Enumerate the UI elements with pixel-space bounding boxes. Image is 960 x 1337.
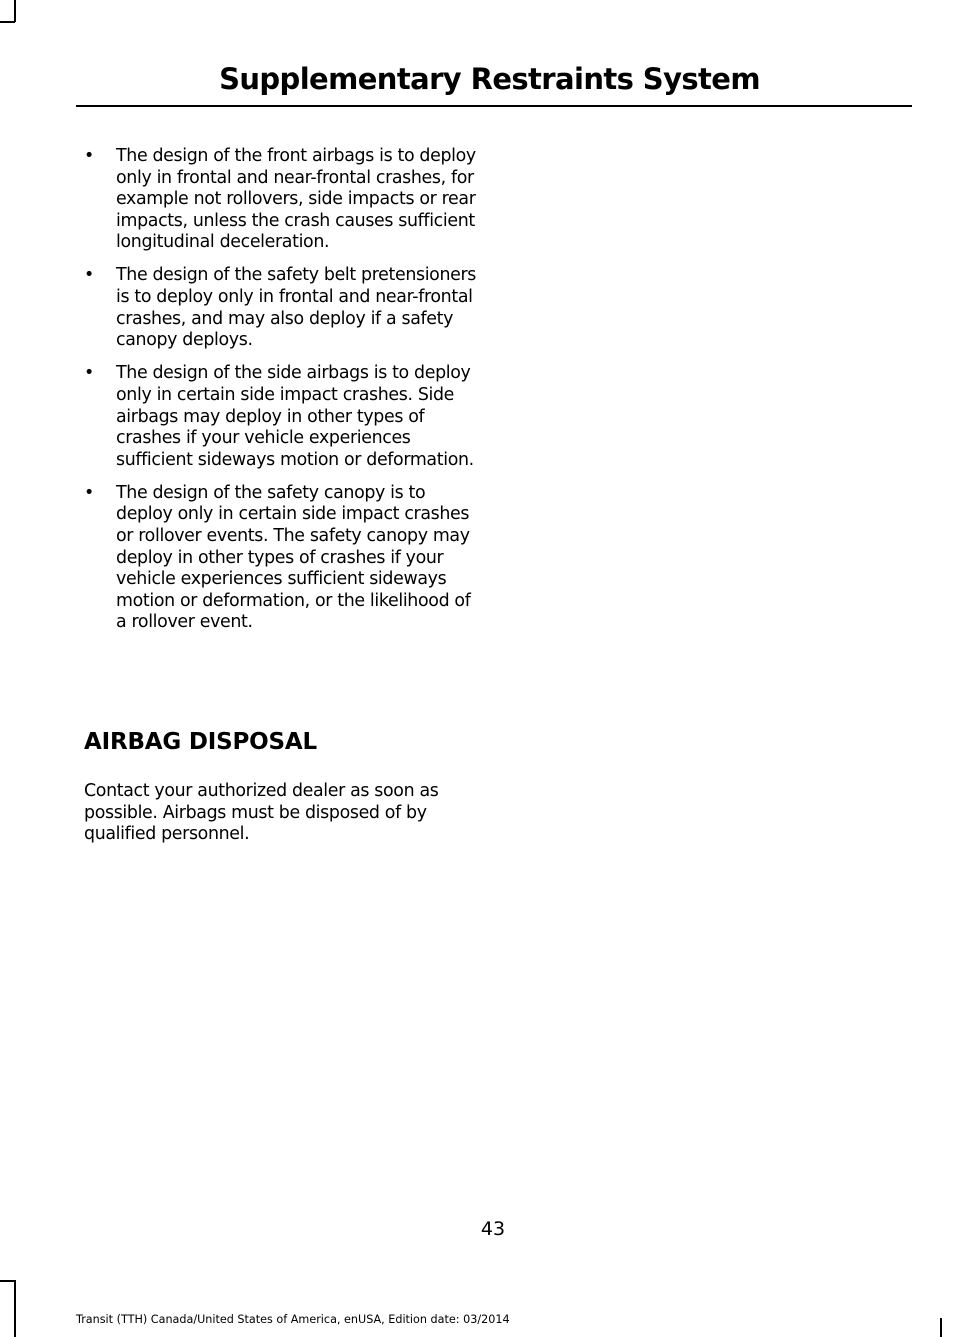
list-item — [84, 483, 484, 634]
list-item — [84, 265, 484, 351]
page-number: 43 — [480, 1218, 506, 1240]
list-item-text: The design of the front airbags is to deploy only in frontal and near-frontal crashes, for example not rollovers, side impacts or rear impacts, unless the crash causes sufficient longitudinal deceleration. — [116, 146, 476, 253]
section-body: Contact your authorized dealer as soon as possible. Airbags must be disposed of by qualified personnel. — [84, 781, 439, 845]
page-title: Supplementary Restraints System — [219, 62, 760, 96]
section-heading: AIRBAG DISPOSAL — [84, 729, 317, 755]
crop-mark — [0, 1280, 15, 1282]
bullet-marker: • — [84, 482, 94, 503]
bullet-list — [84, 146, 484, 645]
list-item-text: The design of the safety canopy is to deploy only in certain side impact crashes or rollover events. The safety canopy may deploy in other types of crashes if your vehicle experiences sufficient sideways motion or deformation, or the likelihood of a rollover event. — [116, 482, 471, 633]
list-item-text: The design of the safety belt pretensioners is to deploy only in frontal and near-frontal crashes, and may also deploy if a safety canopy deploys. — [116, 265, 477, 351]
list-item — [84, 146, 484, 254]
crop-mark — [14, 0, 16, 22]
crop-mark — [940, 1318, 942, 1337]
bullet-marker: • — [84, 265, 94, 286]
list-item — [84, 363, 484, 471]
bullet-marker: • — [84, 146, 94, 166]
edition-footer: Transit (TTH) Canada/United States of America, enUSA, Edition date: 03/2014 — [76, 1313, 510, 1326]
bullet-marker: • — [84, 363, 94, 384]
header-divider — [76, 105, 912, 107]
crop-mark — [0, 21, 15, 23]
crop-mark — [14, 1280, 16, 1337]
list-item-text: The design of the side airbags is to deploy only in certain side impact crashes. Side airbags may deploy in other types of crashes if your vehicle experiences sufficient sideways motion or deformation. — [116, 363, 474, 470]
